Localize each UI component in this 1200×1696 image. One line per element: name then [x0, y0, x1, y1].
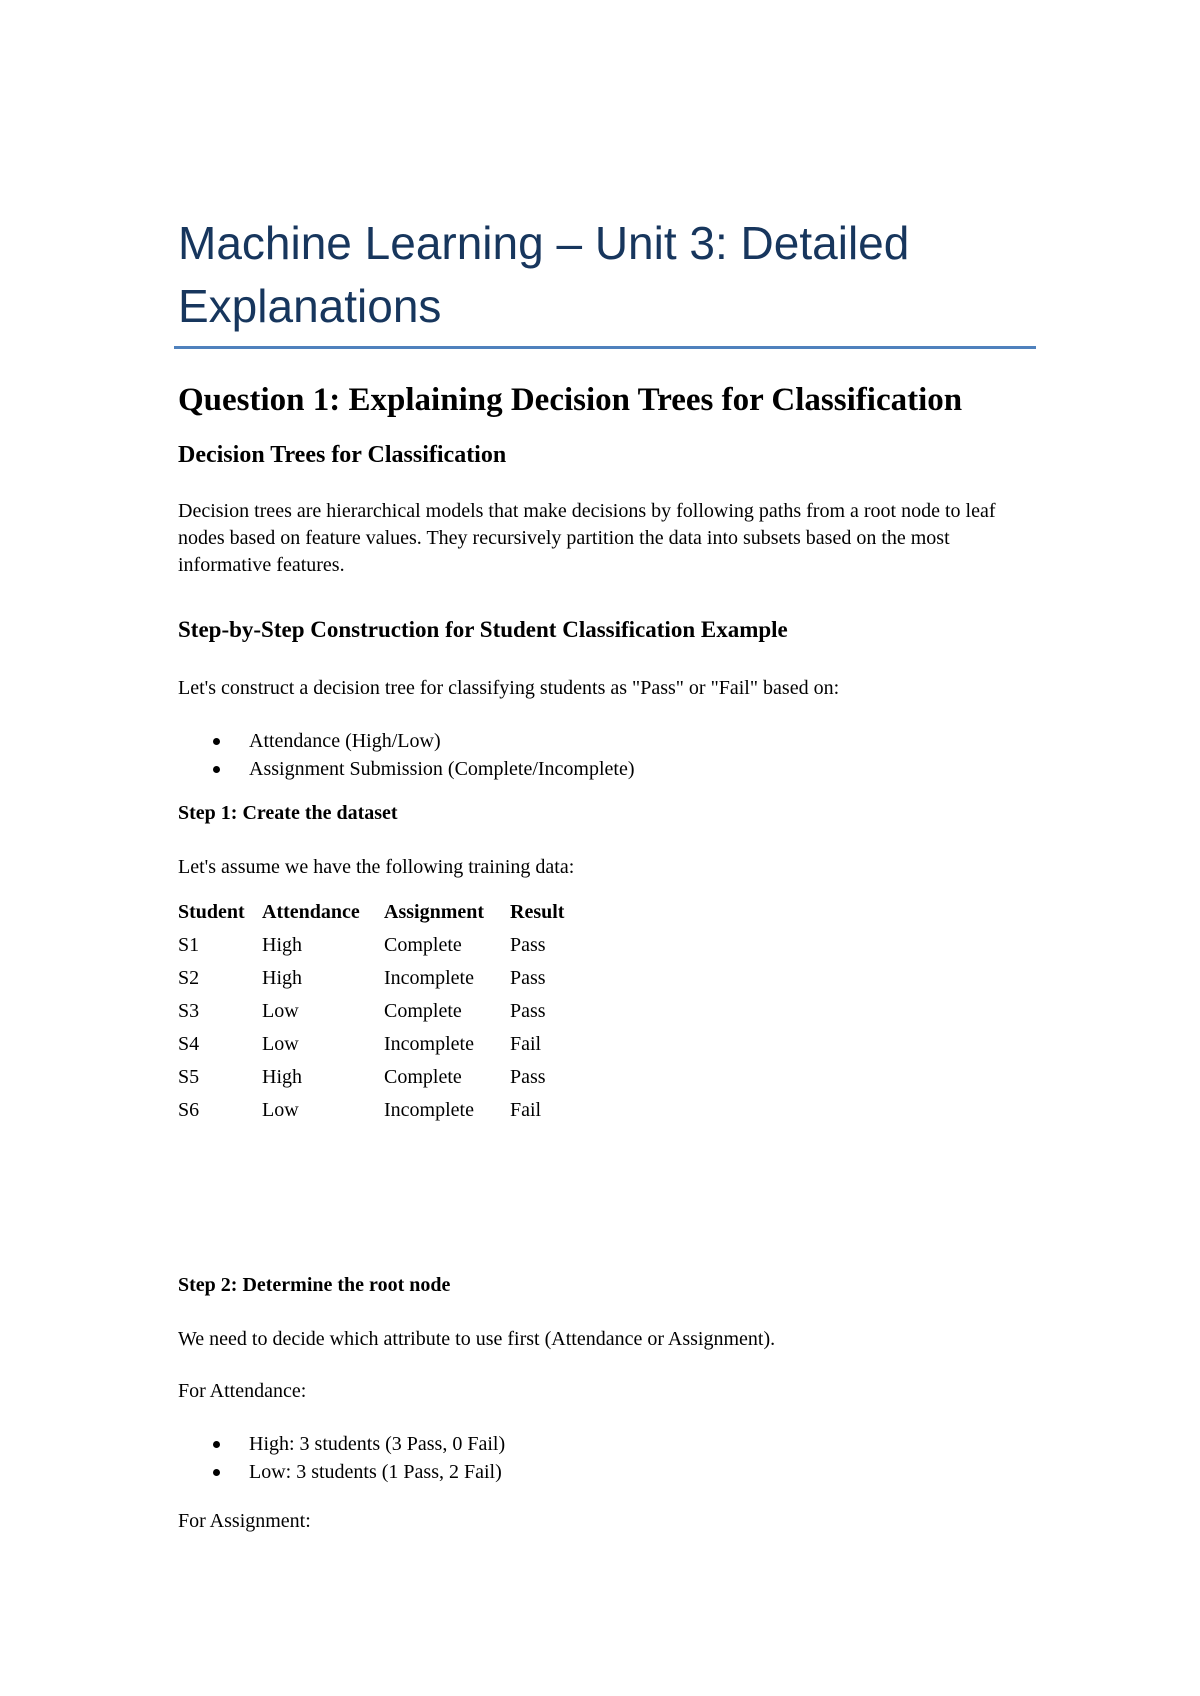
column-header: Attendance — [262, 901, 360, 923]
attendance-label: For Attendance: — [178, 1380, 307, 1402]
table-cell: Low — [262, 1033, 299, 1055]
table-cell: Complete — [384, 1066, 462, 1088]
bullet-icon — [213, 1441, 220, 1448]
table-cell: Complete — [384, 934, 462, 956]
table-row — [178, 962, 590, 995]
document-title: Machine Learning – Unit 3: Detailed Explanations — [178, 217, 910, 332]
table-cell: S5 — [178, 1066, 200, 1088]
table-row — [178, 1094, 590, 1127]
list-item: Attendance (High/Low) — [178, 727, 635, 755]
table-cell: Fail — [510, 1099, 542, 1121]
construction-intro: Let's construct a decision tree for classifying students as "Pass" or "Fail" based on: — [178, 677, 840, 699]
table-cell: Pass — [510, 967, 546, 989]
table-header-row — [178, 896, 590, 929]
table-cell: S2 — [178, 967, 200, 989]
table-cell: S1 — [178, 934, 200, 956]
bullet-icon — [213, 738, 220, 745]
step2-intro: We need to decide which attribute to use first (Attendance or Assignment). — [178, 1328, 776, 1350]
column-header: Result — [510, 901, 565, 923]
table-cell: Low — [262, 1099, 299, 1121]
list-item: Assignment Submission (Complete/Incomplete) — [178, 755, 635, 783]
step2-heading: Step 2: Determine the root node — [178, 1274, 451, 1296]
training-data-table — [178, 896, 590, 1127]
table-cell: High — [262, 934, 302, 956]
feature-list — [178, 727, 635, 783]
attendance-list — [178, 1430, 505, 1486]
table-cell: High — [262, 1066, 302, 1088]
table-cell: Pass — [510, 1000, 546, 1022]
column-header: Student — [178, 901, 245, 923]
bullet-icon — [213, 1469, 220, 1476]
list-item: Low: 3 students (1 Pass, 2 Fail) — [178, 1458, 505, 1486]
table-cell: Incomplete — [384, 1099, 474, 1121]
table-cell: Pass — [510, 1066, 546, 1088]
decision-trees-paragraph: Decision trees are hierarchical models that make decisions by following paths from a root node to leaf nodes based on feature values. They recursively partition the data into subsets based on the most informative features. — [178, 500, 996, 576]
table-cell: Incomplete — [384, 1033, 474, 1055]
assignment-label: For Assignment: — [178, 1510, 311, 1532]
table-cell: Complete — [384, 1000, 462, 1022]
table-row — [178, 995, 590, 1028]
table-cell: Fail — [510, 1033, 542, 1055]
table-cell: S3 — [178, 1000, 200, 1022]
section-heading-construction: Step-by-Step Construction for Student Classification Example — [178, 617, 788, 642]
table-cell: High — [262, 967, 302, 989]
question-heading: Question 1: Explaining Decision Trees for Classification — [178, 382, 963, 418]
table-row — [178, 1028, 590, 1061]
list-item: High: 3 students (3 Pass, 0 Fail) — [178, 1430, 505, 1458]
table-row — [178, 929, 590, 962]
table-row — [178, 1061, 590, 1094]
bullet-icon — [213, 766, 220, 773]
table-cell: S6 — [178, 1099, 200, 1121]
step1-heading: Step 1: Create the dataset — [178, 802, 398, 824]
table-cell: Low — [262, 1000, 299, 1022]
table-cell: Pass — [510, 934, 546, 956]
title-underline — [174, 346, 1036, 349]
document-page — [178, 212, 1034, 1532]
table-cell: Incomplete — [384, 967, 474, 989]
table-cell: S4 — [178, 1033, 200, 1055]
step1-intro: Let's assume we have the following training data: — [178, 856, 575, 878]
column-header: Assignment — [384, 901, 485, 923]
section-heading-decision-trees: Decision Trees for Classification — [178, 442, 507, 468]
